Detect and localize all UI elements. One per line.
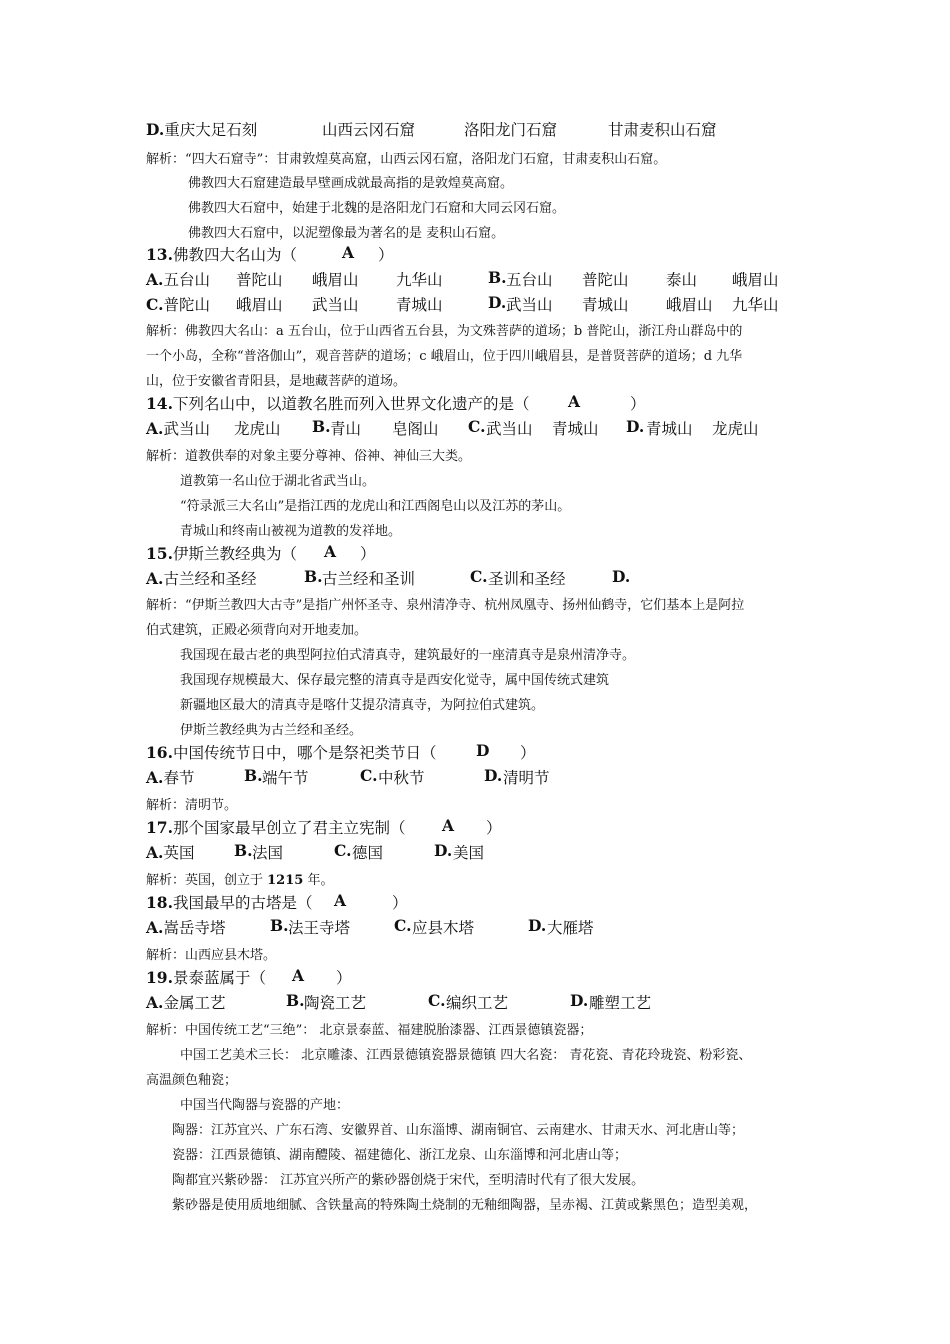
option-letter: A. [146,843,164,862]
option-text: 嵩岳寺塔 [163,919,226,937]
question-paren: ） [378,246,394,264]
option-text: 泰山 [666,271,698,289]
question-text: 景泰蓝属于（ [172,969,266,987]
explanation-line: 山，位于安徽省青阳县，是地藏菩萨的道场。 [146,374,407,389]
option-text: 普陀山 [163,296,210,314]
explanation-line: 解析：道教供奉的对象主要分尊神、俗神、神仙三大类。 [146,449,472,464]
question-18 [146,891,408,913]
option-text: 应县木塔 [412,919,475,937]
option-text: 德国 [352,844,384,862]
option-text: 普陀山 [236,271,283,289]
option-text: 皂阁山 [392,420,439,438]
explanation-line: 青城山和终南山被视为道教的发祥地。 [180,524,402,539]
option-letter: B. [304,567,323,586]
option-letter: B. [234,841,253,860]
explanation-line: 佛教四大石窟中，始建于北魏的是洛阳龙门石窟和大同云冈石窟。 [188,201,566,216]
question-text: 中国传统节日中，哪个是祭祀类节日（ [172,744,437,762]
option-text: 美国 [453,844,485,862]
question-number: 19. [146,968,173,987]
option-line [146,417,759,439]
option-letter: C. [146,295,164,314]
option-text: 端午节 [262,769,309,787]
question-number: 15. [146,544,173,563]
answer-letter: A [442,816,455,835]
question-paren: ） [486,819,502,837]
option-line [146,118,717,140]
explanation-line: 解析：佛教四大名山：a 五台山，位于山西省五台县，为文殊菩萨的道场；b 普陀山，浙江舟山群岛中的 [146,324,743,339]
option-text: 五台山 [163,271,210,289]
option-letter: B. [312,417,331,436]
question-15 [146,542,376,564]
question-number: 16. [146,743,173,762]
option-line [146,766,550,788]
question-text: 下列名山中，以道教名胜而列入世界文化遗产的是（ [172,395,530,413]
answer-letter: A [342,243,355,262]
explanation-line: 陶都宜兴紫砂器： 江苏宜兴所产的紫砂器创烧于宋代，至明清时代有了很大发展。 [172,1173,645,1188]
option-text: 金属工艺 [163,994,226,1012]
explanation-line: “符录派三大名山”是指江西的龙虎山和江西阁皂山以及江苏的茅山。 [180,499,571,514]
explanation-line: 新疆地区最大的清真寺是喀什艾提尕清真寺，为阿拉伯式建筑。 [180,698,545,713]
question-14 [146,392,646,414]
question-paren: ） [360,545,376,563]
option-letter: D. [570,991,589,1010]
explanation-line: 解析：中国传统工艺“三绝”： 北京景泰蓝、福建脱胎漆器、江西景德镇瓷器； [146,1023,593,1038]
option-text: 峨眉山 [732,271,779,289]
option-text: 编织工艺 [446,994,509,1012]
option-letter: A. [146,768,164,787]
explanation-line: 一个小岛，全称“普洛伽山”，观音菩萨的道场；c 峨眉山，位于四川峨眉县，是普贤菩萨的道场；d 九华 [146,349,743,364]
option-letter: D. [528,916,547,935]
option-text: 雕塑工艺 [589,994,652,1012]
option-text: 九华山 [732,296,779,314]
explanation-line: 解析：清明节。 [146,798,238,813]
option-text: 青城山 [396,296,443,314]
option-letter: C. [394,916,412,935]
option-text: 青城山 [552,420,599,438]
option-text: 法王寺塔 [288,919,351,937]
option-letter: A. [146,993,164,1012]
option-line [146,567,631,589]
option-letter: B. [244,766,263,785]
option-line [146,916,594,938]
option-text: 法国 [252,844,284,862]
explanation-line: 解析：山西应县木塔。 [146,948,277,963]
option-text: 峨眉山 [312,271,359,289]
answer-letter: A [568,392,581,411]
option-text: 龙虎山 [234,420,281,438]
question-paren: ） [520,744,536,762]
option-text: 青城山 [646,420,693,438]
option-line [146,293,779,315]
question-paren: ） [392,894,408,912]
option-text: 峨眉山 [236,296,283,314]
option-text: 五台山 [506,271,553,289]
question-number: 14. [146,394,173,413]
option-text: 武当山 [163,420,210,438]
option-text: 圣训和圣经 [488,570,566,588]
option-line [146,268,779,290]
explanation-line: 我国现存规模最大、保存最完整的清真寺是西安化觉寺，属中国传统式建筑 [180,673,610,688]
option-text: 古兰经和圣训 [322,570,416,588]
option-letter: B. [286,991,305,1010]
question-16 [146,741,536,763]
option-text: 洛阳龙门石窟 [464,121,558,139]
option-letter: C. [360,766,378,785]
option-line [146,991,652,1013]
answer-letter: D [476,741,490,760]
explanation-line: 陶器：江苏宜兴、广东石湾、安徽界首、山东淄博、湖南铜官、云南建水、甘肃天水、河北唐山等； [172,1123,745,1138]
option-letter: C. [470,567,488,586]
option-text: 武当山 [312,296,359,314]
answer-letter: A [334,891,347,910]
option-text: 峨眉山 [666,296,713,314]
option-text: 山西云冈石窟 [322,121,416,139]
option-text: 武当山 [506,296,553,314]
question-19 [146,966,352,988]
explanation-line: 道教第一名山位于湖北省武当山。 [180,474,376,489]
question-text: 佛教四大名山为（ [172,246,297,264]
option-letter: C. [428,991,446,1010]
question-text: 伊斯兰教经典为（ [172,545,297,563]
year-value: 1215 [267,873,304,888]
question-number: 17. [146,818,173,837]
option-text: 春节 [163,769,195,787]
option-letter: D. [612,567,631,586]
explanation-line: 瓷器：江西景德镇、湖南醴陵、福建德化、浙江龙泉、山东淄博和河北唐山等； [172,1148,628,1163]
option-letter: D. [488,293,507,312]
explanation-line: 中国当代陶器与瓷器的产地： [180,1098,350,1113]
explanation-line: 我国现在最古老的典型阿拉伯式清真寺，建筑最好的一座清真寺是泉州清净寺。 [180,648,636,663]
option-letter: D. [434,841,453,860]
option-letter: B. [488,268,507,287]
explanation-line: 佛教四大石窟中，以泥塑像最为著名的是 麦积山石窟。 [188,226,505,241]
question-paren: ） [336,969,352,987]
explanation-line [146,869,333,888]
question-number: 18. [146,893,173,912]
option-text: 普陀山 [582,271,629,289]
option-text: 重庆大足石刻 [164,121,258,139]
question-text: 那个国家最早创立了君主立宪制（ [172,819,406,837]
option-text: 中秋节 [378,769,425,787]
option-letter: A. [146,270,164,289]
option-letter: B. [270,916,289,935]
question-paren: ） [630,395,646,413]
option-letter: A. [146,918,164,937]
option-letter: A. [146,419,164,438]
option-letter: D. [626,417,645,436]
answer-letter: A [324,542,337,561]
option-letter: A. [146,569,164,588]
question-13 [146,243,394,265]
option-letter: C. [334,841,352,860]
option-text: 龙虎山 [712,420,759,438]
option-letter: D. [146,120,165,139]
explanation-line: 解析：“四大石窟寺”：甘肃敦煌莫高窟，山西云冈石窟，洛阳龙门石窟，甘肃麦积山石窟。 [146,152,667,167]
question-text: 我国最早的古塔是（ [172,894,313,912]
option-text: 青城山 [582,296,629,314]
explanation-line: 伊斯兰教经典为古兰经和圣经。 [180,723,363,738]
explanation-line: 解析：“伊斯兰教四大古寺”是指广州怀圣寺、泉州清净寺、杭州凤凰寺、扬州仙鹤寺，它们基本上是阿拉 [146,598,745,613]
option-text: 甘肃麦积山石窟 [608,121,717,139]
question-17 [146,816,502,838]
explanation-line: 高温颜色釉瓷； [146,1073,238,1088]
explanation-line: 紫砂器是使用质地细腻、含铁量高的特殊陶土烧制的无釉细陶器，呈赤褐、江黄或紫黑色；造型美观， [172,1198,758,1213]
option-text: 青山 [330,420,362,438]
question-number: 13. [146,245,173,264]
option-letter: C. [468,417,486,436]
explanation-text: 年。 [303,873,334,888]
option-text: 九华山 [396,271,443,289]
option-text: 古兰经和圣经 [163,570,257,588]
explanation-text: 解析：英国，创立于 [146,873,268,888]
option-text: 陶瓷工艺 [304,994,367,1012]
option-text: 武当山 [486,420,533,438]
option-line [146,841,485,863]
option-text: 清明节 [503,769,550,787]
option-letter: D. [484,766,503,785]
explanation-line: 佛教四大石窟建造最早壁画成就最高指的是敦煌莫高窟。 [188,176,514,191]
option-text: 大雁塔 [547,919,594,937]
explanation-line: 中国工艺美术三长： 北京雕漆、江西景德镇瓷器景德镇 四大名瓷： 青花瓷、青花玲珑瓷、粉彩瓷、 [180,1048,752,1063]
answer-letter: A [292,966,305,985]
option-text: 英国 [163,844,195,862]
explanation-line: 伯式建筑，正殿必须背向对开地麦加。 [146,623,368,638]
